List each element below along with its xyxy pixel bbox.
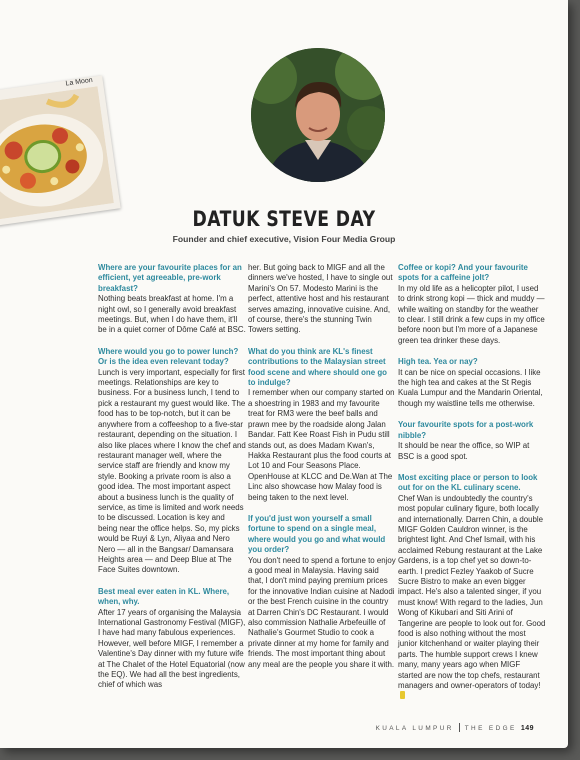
page-number: 149 [520,725,534,732]
answer [398,494,546,702]
profile-name: DATUK STEVE DAY [192,207,376,231]
question: Where are your favourite places for an efficient, yet agreeable, pre-work breakfast? [98,263,242,293]
question: Where would you go to power lunch? Or is the idea even relevant today? [98,346,239,367]
footer-section: KUALA LUMPUR [375,725,454,732]
question: Most exciting place or person to look out for on the KL culinary scene. [398,472,538,493]
question: High tea. Yea or nay? [398,357,478,367]
question: Coffee or kopi? And your favourite spots for a caffeine jolt? [398,263,528,283]
answer: It can be nice on special occasions. I like the high tea and cakes at the St Regis Kuala Lumpur and the Mandarin Oriental, though my waistline tells me otherwise. [398,367,543,408]
question: What do you think are KL's finest contributions to the Malaysian street food scene and where should one go to indulge? [248,346,387,388]
answer-continued: her. But going back to MIGF and all the dinners we've hosted, I have to single out Marini's On 57. Modesto Marini is the perfect, attentive host and his restaurant serves amazing, innovative cuisine. And, of course, there's the stunning Twin Towers setting. [248,263,393,335]
footer-magazine: THE EDGE [464,725,517,732]
portrait-illustration [251,48,385,182]
food-photo [0,86,114,220]
answer: I remember when our company started on a shoestring in 1983 and my favourite treat for RM3 were the beef balls and prawn mee by the roadside along Jalan Bandar. Fatt Kee Roast Fish in Pudu still stands out, as does Madam Kwan's, Hakka Restaurant plus the food courts at Lot 10 and Four Seasons Place. OpenHouse at KLCC and De.Wan at The Linc also showcase how Malay food is being taken to the next level. [248,388,395,502]
answer: Lunch is very important, especially for first meetings. Relationships are key to business. For a business lunch, I tend to pick a restaurant my guest would like. The food has to be top-notch, but it can be anywhere from a coffeeshop to a five-star restaurant, depending on the situation. I also like places where I know the chef and restaurant manager well, where the service staff are friendly and know my style. Booking a private room is also a good idea. The most important aspect about a business lunch is the quality of service, as time is limited and work needs to be discussed. Location is key and being near the office helps. So, my picks would be Ruyi & Lyn, Aliyaa and Nero Nero — all in the Bangsar/ Damansara Heights area — and Deep Blue at The Face Suites downtown. [98,367,246,575]
food-photo-card [0,75,121,226]
answer: After 17 years of organising the Malaysia International Gastronomy Festival (MIGF), I have had many fabulous experiences. However, well before MIGF, I remember a Valentine's Day dinner with my future wife at The Chalet of the Hotel Equatorial (now the EQ). We had all the best ingredients, chief of which was [98,607,246,690]
answer: You don't need to spend a fortune to enjoy a good meal in Malaysia. Having said that, I don't mind paying premium prices for the innovative Indian cuisine at Nadodi or the best French cuisine in the country at Darren Chin's DC Restaurant. I would also commission Nathalie Arbefeuille of Nathalie's Gourmet Studio to cook a private dinner at my home for family and friends. The most important thing about any meal are the people you share it with. [248,555,396,669]
photo-caption: La Moon [65,76,94,88]
column-2 [248,263,396,681]
question: Best meal ever eaten in KL. Where, when, why. [98,586,230,607]
profile-title: Founder and chief executive, Vision Four Media Group [172,234,396,244]
question: Your favourite spots for a post-work nibble? [398,420,534,440]
answer-text: Chef Wan is undoubtedly the country's most popular culinary figure, both locally and internationally. Darren Chin, a double MIGF Golden Cauldron winner, is the brightest light. And Chef Ismail, with his acclaimed Rebung restaurant at the Lake Gardens, is a top chef yet so down-to-earth. I predict Fezley Yaakob of Sucre Sucre Bistro to make an even bigger impact. He's also a talented singer, if you must know! With regard to the ladies, Jun Wong of Kikubari and Siti Arini of Tangerine are people to look out for. Good food is also nothing without the most junior kitchenhand or waiter playing their parts. The humble support crews I knew many, many years ago when MIGF started are now the top chefs, restaurant managers and owner-operators of today! [398,493,546,691]
column-1 [98,263,246,702]
column-3 [398,263,546,713]
page-footer [376,723,534,732]
answer: It should be near the office, so WIP at BSC is a good spot. [398,441,530,461]
end-mark-icon [400,691,405,699]
portrait-photo [251,48,385,182]
question: If you'd just won yourself a small fortune to spend on a single meal, where would you go and what would you order? [248,513,386,555]
footer-divider [459,723,460,732]
answer: Nothing beats breakfast at home. I'm a night owl, so I generally avoid breakfast meetings. But, when I do have them, it'll be in a quiet corner of Dôme Café at BSC. [98,294,246,335]
answer: In my old life as a helicopter pilot, I used to drink strong kopi — thick and muddy — while waiting on standby for the weather to clear. I still drink a few cups in my office before noon but I'm more of a Japanese green tea drinker these days. [398,283,545,345]
